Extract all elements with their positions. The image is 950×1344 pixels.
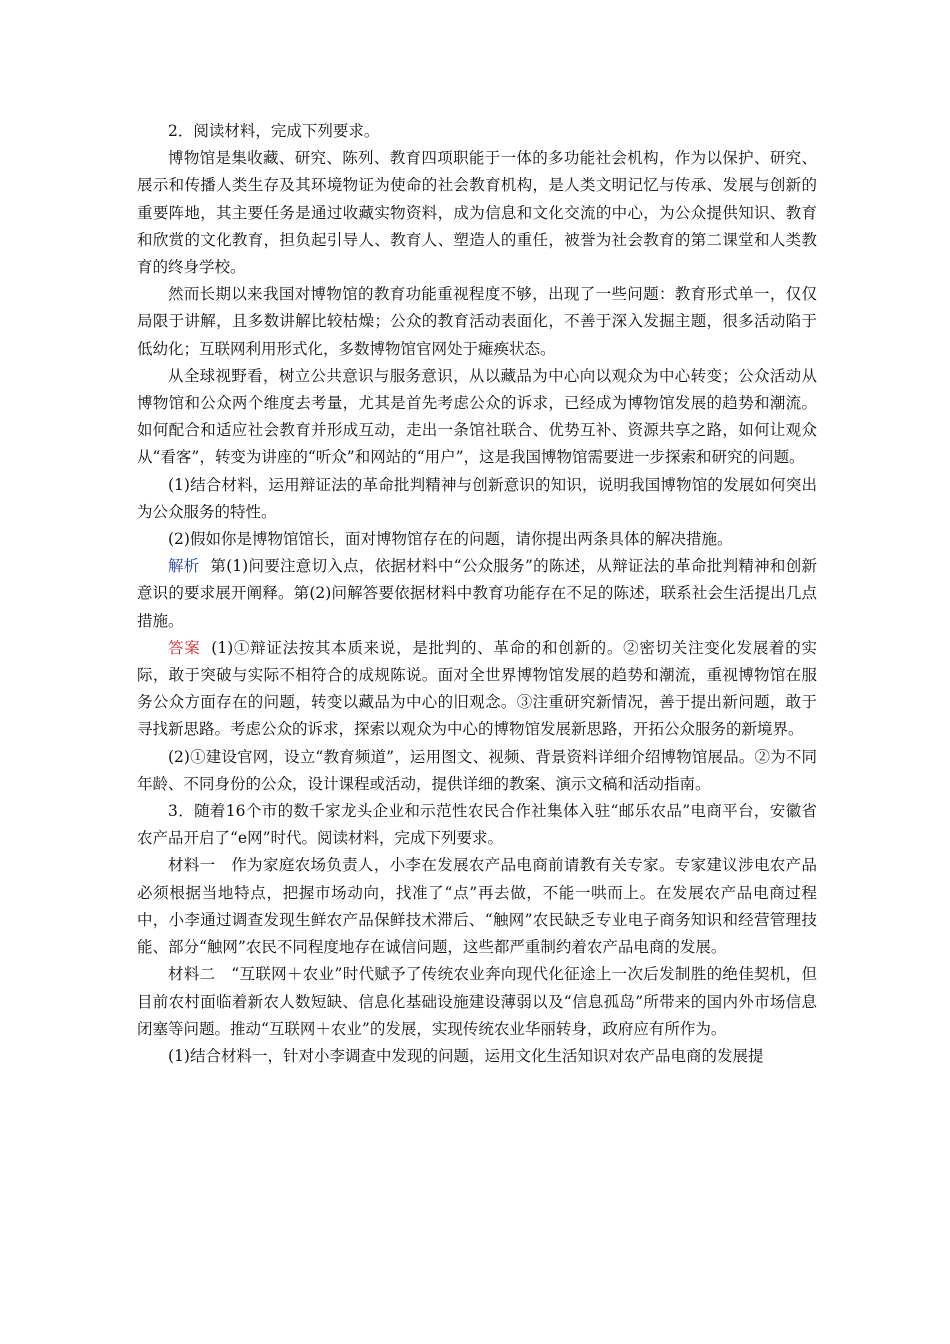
document-page: [137, 118, 817, 1070]
analysis-text: 第(1)问要注意切入点，依据材料中“公众服务”的陈述，从辩证法的革命批判精神和创新意识的要求展开阐释。第(2)问解答要依据材料中教育功能存在不足的陈述，联系社会生活提出几点措施。: [137, 557, 817, 630]
q2-paragraph-1: 博物馆是集收藏、研究、陈列、教育四项职能于一体的多功能社会机构，作为以保护、研究、展示和传播人类生存及其环境物证为使命的社会教育机构，是人类文明记忆与传承、发展与创新的重要阵地，其主要任务是通过收藏实物资料，成为信息和文化交流的中心，为公众提供知识、教育和欣赏的文化教育，担负起引导人、教育人、塑造人的重任，被誉为社会教育的第二课堂和人类教育的终身学校。: [137, 149, 817, 277]
q2-analysis: [137, 553, 817, 635]
q2-subquestion-1: (1)结合材料，运用辩证法的革命批判精神与创新意识的知识，说明我国博物馆的发展如何突出为公众服务的特性。: [137, 475, 817, 521]
q2-subquestion-2: (2)假如你是博物馆馆长，面对博物馆存在的问题，请你提出两条具体的解决措施。: [168, 530, 733, 549]
answer-label: 答案: [168, 638, 201, 657]
analysis-label: 解析: [168, 557, 200, 576]
q2-answer-2: (2)①建设官网，设立“教育频道”，运用图文、视频、背景资料详细介绍博物馆展品。②为不同年龄、不同身份的公众，设计课程或活动，提供详细的教案、演示文稿和活动指南。: [137, 747, 817, 793]
q2-answer-1: [137, 635, 817, 744]
q2-paragraph-3: 从全球视野看，树立公共意识与服务意识，从以藏品为中心向以观众为中心转变；公众活动从博物馆和公众两个维度去考量，尤其是首先考虑公众的诉求，已经成为博物馆发展的趋势和潮流。如何配合和适应社会教育并形成互动，走出一条馆社联合、优势互补、资源共享之路，如何让观众从“看客”，转变为讲座的“听众”和网站的“用户”，这是我国博物馆需要进一步探索和研究的问题。: [137, 366, 817, 467]
answer-text-1: (1)①辩证法按其本质来说，是批判的、革命的和创新的。②密切关注变化发展着的实际，敢于突破与实际不相符合的成规陈说。面对全世界博物馆发展的趋势和潮流，重视博物馆在服务公众方面存在的问题，转变以藏品为中心的旧观念。③注重研究新情况，善于提出新问题，敢于寻找新思路。考虑公众的诉求，探索以观众为中心的博物馆发展新思路，开拓公众服务的新境界。: [137, 638, 817, 739]
q3-material-2: 材料二 “互联网＋农业”时代赋予了传统农业奔向现代化征途上一次后发制胜的绝佳契机，但目前农村面临着新农人数短缺、信息化基础设施建设薄弱以及“信息孤岛”所带来的国内外市场信息闭塞等问题。推动“互联网＋农业”的发展，实现传统农业华丽转身，政府应有所作为。: [137, 965, 817, 1038]
q3-title: 3．随着16个市的数千家龙头企业和示范性农民合作社集体入驻“邮乐农品”电商平台，安徽省农产品开启了“e网”时代。阅读材料，完成下列要求。: [137, 802, 817, 848]
q2-title: 2．阅读材料，完成下列要求。: [168, 122, 380, 140]
q3-material-1: 材料一 作为家庭农场负责人，小李在发展农产品电商前请教有关专家。专家建议涉电农产品必须根据当地特点，把握市场动向，找准了“点”再去做，不能一哄而上。在发展农产品电商过程中，小李通过调查发现生鲜农产品保鲜技术滞后、“触网”农民缺乏专业电子商务知识和经营管理技能、部分“触网”农民不同程度地存在诚信问题，这些都严重制约着农产品电商的发展。: [137, 856, 817, 957]
q3-subquestion-1: (1)结合材料一，针对小李调查中发现的问题，运用文化生活知识对农产品电商的发展提: [168, 1046, 764, 1065]
q2-paragraph-2: 然而长期以来我国对博物馆的教育功能重视程度不够，出现了一些问题：教育形式单一，仅仅局限于讲解，且多数讲解比较枯燥；公众的教育活动表面化，不善于深入发掘主题，很多活动陷于低幼化；互联网利用形式化，多数博物馆官网处于瘫痪状态。: [137, 285, 817, 358]
